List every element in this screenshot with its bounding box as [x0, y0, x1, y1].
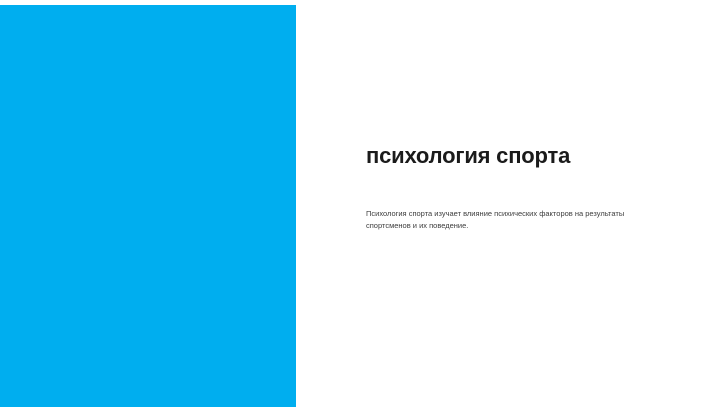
body-paragraph: Психология спорта изучает влияние психических факторов на результаты спортсменов и их поведение.	[366, 209, 625, 230]
text-content-area	[366, 0, 696, 407]
page-title: психология спорта	[366, 143, 571, 168]
decorative-color-panel	[0, 5, 296, 407]
